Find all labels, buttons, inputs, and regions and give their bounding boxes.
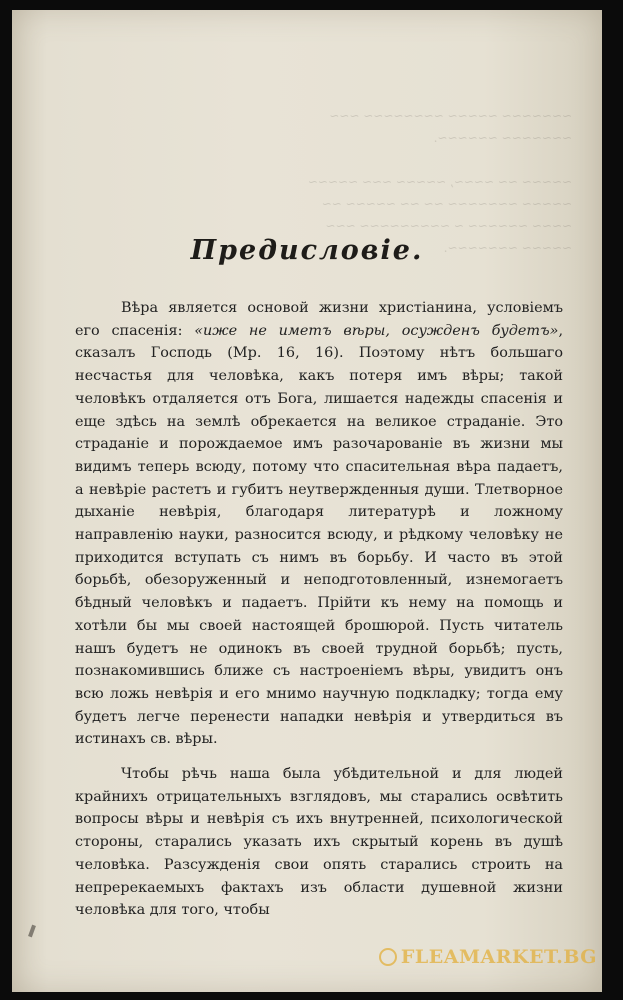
paragraph-1-start: Вѣра является основой жизни христіанина, условіемъ его спасенія: (75, 300, 563, 339)
watermark-text: FLEAMARKET.BG (400, 946, 597, 968)
paragraph-2: Чтобы рѣчь наша была убѣдительной и для людей крайнихъ отрицательныхъ взглядовъ, мы старались освѣтить вопросы вѣры и невѣрія съ ихъ внутренней, психологической стороны, старались указать ихъ скрытый корень въ душѣ человѣка. Разсужденія свои опять старались строить на непререкаемыхъ фактахъ изъ области душевной жизни человѣка для того, чтобы (75, 766, 563, 919)
page-title: Предисловіе. (190, 235, 424, 266)
ink-mark (28, 925, 36, 938)
bleed-through-text: ~~~~~~~ ~~~~~ ~~~~~~~~ ~~~ ~~~~~~~ ~~~~~~. ~~~~~ ~~ ~~~~, ~~~~~ ~~~ ~~~~~ ~~~~~ ~~~~~~~ ~~ ~~ ~~~~~ ~~ ~~~~ ~~~~~~ ~ ~~~~~~~~~ ~~~ ~~~~~ ~~~~~~~. (307, 109, 572, 255)
paragraph-1 (75, 297, 563, 751)
paragraph-1-rest: , сказалъ Господь (Мр. 16, 16). Поэтому нѣтъ большаго несчастья для человѣка, какъ потеря имъ вѣры; такой человѣкъ отдаляется отъ Бога, лишается надежды спасенія и еще здѣсь на землѣ обрекается на великое страданіе. Это страданіе и порождаемое имъ разочарованіе въ жизни мы видимъ теперь всюду, потому что спасительная вѣра падаетъ, а невѣріе растетъ и губитъ неутвержденныя души. Тлетворное дыханіе невѣрія, благодаря литературѣ и ложному направленію науки, разносится всюду, и рѣдкому человѣку не приходится вступать съ нимъ въ борьбу. И часто въ этой борьбѣ, обезоруженный и неподготовленный, изнемогаетъ бѣдный человѣкъ и падаетъ. Прійти къ нему на помощь и хотѣли бы мы своей настоящей брошюрой. Пусть читатель нашъ будетъ не одинокъ въ своей трудной борьбѣ; пусть, познакомившись ближе съ настроеніемъ вѣры, увидитъ онъ всю ложь невѣрія и его мнимо научную подкладку; тогда ему будетъ легче перенести нападки невѣрія и утвердиться въ истинахъ св. вѣры. (75, 322, 564, 748)
coin-icon (379, 948, 397, 966)
watermark (379, 946, 597, 968)
scripture-quote: «иже не иметъ вѣры, осужденъ будетъ» (194, 322, 559, 339)
book-page (12, 10, 602, 992)
body-text (75, 297, 563, 922)
